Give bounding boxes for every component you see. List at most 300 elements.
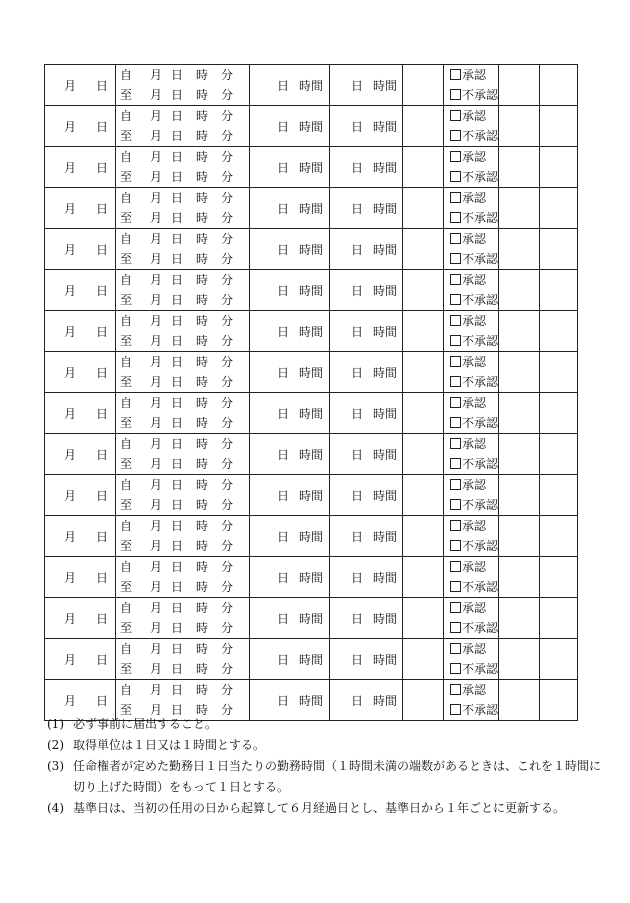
approval-cell [444, 147, 499, 188]
checkbox-approve[interactable] [450, 520, 461, 531]
approve-option[interactable] [444, 557, 498, 577]
duration-cell-2[interactable] [330, 311, 403, 352]
from-day-label: 日 [171, 314, 184, 328]
approve-option[interactable] [444, 352, 498, 372]
period-to-line[interactable] [116, 208, 249, 228]
from-day-label: 日 [171, 273, 184, 287]
note-text: 取得単位は１日又は１時間とする。 [73, 738, 266, 752]
checkbox-approve[interactable] [450, 274, 461, 285]
blank-cell[interactable] [499, 598, 540, 639]
duration-cell-2[interactable] [330, 598, 403, 639]
blank-cell[interactable] [499, 352, 540, 393]
from-prefix: 自 [120, 68, 133, 82]
note-text: 必ず事前に届出すること。 [73, 717, 218, 731]
checkbox-approve[interactable] [450, 602, 461, 613]
duration-day-label: 日 [277, 119, 290, 134]
from-hour-label: 時 [196, 355, 209, 369]
duration-2-day-label: 日 [351, 488, 364, 503]
period-to-line[interactable] [116, 167, 249, 187]
blank-cell[interactable] [540, 557, 578, 598]
period-to-line[interactable] [116, 290, 249, 310]
checkbox-approve[interactable] [450, 192, 461, 203]
duration-2-day-label: 日 [351, 447, 364, 462]
to-day-label: 日 [171, 88, 184, 102]
duration-cell-2[interactable] [330, 393, 403, 434]
reject-label: 不承認 [462, 416, 499, 430]
blank-cell[interactable] [403, 557, 444, 598]
blank-cell[interactable] [403, 393, 444, 434]
reject-option[interactable] [444, 659, 498, 679]
period-to-line[interactable] [116, 536, 249, 556]
from-prefix: 自 [120, 314, 133, 328]
checkbox-approve[interactable] [450, 151, 461, 162]
to-prefix: 至 [120, 170, 133, 184]
approve-label: 承認 [462, 109, 487, 123]
duration-cell-2[interactable] [330, 557, 403, 598]
checkbox-approve[interactable] [450, 643, 461, 654]
approve-label: 承認 [462, 396, 487, 410]
from-prefix: 自 [120, 150, 133, 164]
period-cell[interactable] [116, 516, 250, 557]
blank-cell[interactable] [540, 434, 578, 475]
reject-option[interactable] [444, 618, 498, 638]
blank-cell[interactable] [499, 639, 540, 680]
period-cell[interactable] [116, 639, 250, 680]
blank-cell[interactable] [403, 229, 444, 270]
from-hour-label: 時 [196, 68, 209, 82]
approve-label: 承認 [462, 642, 487, 656]
date-month-label: 月 [64, 365, 77, 380]
duration-day-label: 日 [277, 283, 290, 298]
period-from-line[interactable] [116, 311, 249, 331]
from-minute-label: 分 [221, 601, 234, 615]
from-day-label: 日 [171, 150, 184, 164]
duration-cell-2[interactable] [330, 516, 403, 557]
period-to-line[interactable] [116, 413, 249, 433]
reject-label: 不承認 [462, 621, 499, 635]
to-hour-label: 時 [196, 375, 209, 389]
period-from-line[interactable] [116, 229, 249, 249]
period-from-line[interactable] [116, 598, 249, 618]
blank-cell[interactable] [499, 270, 540, 311]
duration-cell[interactable] [250, 106, 330, 147]
checkbox-reject[interactable] [450, 212, 461, 223]
blank-cell[interactable] [499, 434, 540, 475]
duration-cell-2[interactable] [330, 188, 403, 229]
table-row [45, 106, 578, 147]
from-prefix: 自 [120, 601, 133, 615]
period-to-line[interactable] [116, 85, 249, 105]
reject-label: 不承認 [462, 662, 499, 676]
duration-cell-2[interactable] [330, 475, 403, 516]
reject-label: 不承認 [462, 211, 499, 225]
table-row [45, 352, 578, 393]
duration-cell[interactable] [250, 311, 330, 352]
to-minute-label: 分 [221, 539, 234, 553]
from-minute-label: 分 [221, 437, 234, 451]
approve-option[interactable] [444, 639, 498, 659]
blank-cell[interactable] [403, 188, 444, 229]
period-to-line[interactable] [116, 372, 249, 392]
blank-cell[interactable] [540, 270, 578, 311]
reject-option[interactable] [444, 413, 498, 433]
from-minute-label: 分 [221, 273, 234, 287]
period-to-line[interactable] [116, 659, 249, 679]
checkbox-reject[interactable] [450, 581, 461, 592]
approve-label: 承認 [462, 519, 487, 533]
approval-cell [444, 516, 499, 557]
checkbox-reject[interactable] [450, 376, 461, 387]
from-month-label: 月 [150, 150, 163, 164]
blank-cell[interactable] [403, 475, 444, 516]
to-day-label: 日 [171, 621, 184, 635]
to-month-label: 月 [150, 293, 163, 307]
checkbox-approve[interactable] [450, 561, 461, 572]
blank-cell[interactable] [499, 147, 540, 188]
period-cell[interactable] [116, 147, 250, 188]
period-from-line[interactable] [116, 475, 249, 495]
approve-option[interactable] [444, 393, 498, 413]
approve-label: 承認 [462, 683, 487, 697]
blank-cell[interactable] [403, 598, 444, 639]
duration-cell-2[interactable] [330, 270, 403, 311]
checkbox-approve[interactable] [450, 397, 461, 408]
note-number: (2) [47, 738, 64, 752]
period-from-line[interactable] [116, 352, 249, 372]
blank-cell[interactable] [540, 311, 578, 352]
approve-option[interactable] [444, 680, 498, 700]
reject-label: 不承認 [462, 252, 499, 266]
period-cell[interactable] [116, 557, 250, 598]
period-cell[interactable] [116, 106, 250, 147]
from-day-label: 日 [171, 191, 184, 205]
request-date-cell[interactable] [45, 393, 116, 434]
blank-cell[interactable] [403, 639, 444, 680]
request-date-cell[interactable] [45, 188, 116, 229]
duration-cell-2[interactable] [330, 639, 403, 680]
to-prefix: 至 [120, 662, 133, 676]
date-month-label: 月 [64, 693, 77, 708]
duration-hours-label: 時間 [299, 652, 324, 667]
approval-cell [444, 598, 499, 639]
period-to-line[interactable] [116, 249, 249, 269]
table-row [45, 188, 578, 229]
duration-hours-label: 時間 [299, 242, 324, 257]
approval-cell [444, 475, 499, 516]
date-day-label: 日 [96, 611, 109, 626]
duration-cell[interactable] [250, 229, 330, 270]
approve-option[interactable] [444, 434, 498, 454]
period-cell[interactable] [116, 475, 250, 516]
request-date-cell[interactable] [45, 311, 116, 352]
duration-cell[interactable] [250, 475, 330, 516]
date-day-label: 日 [96, 406, 109, 421]
period-to-line[interactable] [116, 454, 249, 474]
to-day-label: 日 [171, 457, 184, 471]
period-cell[interactable] [116, 393, 250, 434]
blank-cell[interactable] [403, 516, 444, 557]
period-from-line[interactable] [116, 639, 249, 659]
duration-cell-2[interactable] [330, 434, 403, 475]
checkbox-approve[interactable] [450, 110, 461, 121]
duration-cell[interactable] [250, 147, 330, 188]
duration-2-hours-label: 時間 [373, 570, 398, 585]
duration-cell-2[interactable] [330, 106, 403, 147]
period-cell[interactable] [116, 311, 250, 352]
reject-option[interactable] [444, 85, 498, 105]
blank-cell[interactable] [499, 475, 540, 516]
reject-label: 不承認 [462, 88, 499, 102]
blank-cell[interactable] [403, 106, 444, 147]
to-minute-label: 分 [221, 293, 234, 307]
period-to-line[interactable] [116, 577, 249, 597]
duration-cell[interactable] [250, 639, 330, 680]
duration-hours-label: 時間 [299, 201, 324, 216]
blank-cell[interactable] [499, 557, 540, 598]
blank-cell[interactable] [499, 393, 540, 434]
period-to-line[interactable] [116, 331, 249, 351]
blank-cell[interactable] [499, 229, 540, 270]
approve-option[interactable] [444, 516, 498, 536]
period-to-line[interactable] [116, 126, 249, 146]
period-cell[interactable] [116, 65, 250, 106]
period-cell[interactable] [116, 229, 250, 270]
blank-cell[interactable] [499, 311, 540, 352]
from-prefix: 自 [120, 683, 133, 697]
to-minute-label: 分 [221, 170, 234, 184]
blank-cell[interactable] [540, 352, 578, 393]
approve-option[interactable] [444, 598, 498, 618]
reject-option[interactable] [444, 331, 498, 351]
request-date-cell[interactable] [45, 352, 116, 393]
period-cell[interactable] [116, 352, 250, 393]
approve-option[interactable] [444, 311, 498, 331]
request-date-cell[interactable] [45, 516, 116, 557]
request-date-cell[interactable] [45, 598, 116, 639]
blank-cell[interactable] [403, 65, 444, 106]
date-day-label: 日 [96, 570, 109, 585]
duration-cell[interactable] [250, 270, 330, 311]
checkbox-reject[interactable] [450, 499, 461, 510]
blank-cell[interactable] [540, 65, 578, 106]
checkbox-approve[interactable] [450, 438, 461, 449]
checkbox-approve[interactable] [450, 479, 461, 490]
duration-day-label: 日 [277, 78, 290, 93]
blank-cell[interactable] [540, 516, 578, 557]
note-number: (1) [47, 717, 64, 731]
approve-option[interactable] [444, 270, 498, 290]
from-month-label: 月 [150, 191, 163, 205]
checkbox-reject[interactable] [450, 540, 461, 551]
blank-cell[interactable] [499, 188, 540, 229]
period-to-line[interactable] [116, 495, 249, 515]
period-from-line[interactable] [116, 434, 249, 454]
blank-cell[interactable] [540, 147, 578, 188]
blank-cell[interactable] [540, 639, 578, 680]
period-from-line[interactable] [116, 393, 249, 413]
blank-cell[interactable] [540, 475, 578, 516]
blank-cell[interactable] [403, 311, 444, 352]
request-date-cell[interactable] [45, 65, 116, 106]
period-from-line[interactable] [116, 270, 249, 290]
blank-cell[interactable] [403, 147, 444, 188]
date-month-label: 月 [64, 324, 77, 339]
table-row [45, 311, 578, 352]
duration-hours-label: 時間 [299, 78, 324, 93]
from-minute-label: 分 [221, 519, 234, 533]
duration-cell[interactable] [250, 434, 330, 475]
checkbox-reject[interactable] [450, 663, 461, 674]
period-cell[interactable] [116, 188, 250, 229]
to-day-label: 日 [171, 703, 184, 717]
to-minute-label: 分 [221, 375, 234, 389]
checkbox-reject[interactable] [450, 622, 461, 633]
table-row [45, 598, 578, 639]
to-month-label: 月 [150, 580, 163, 594]
to-month-label: 月 [150, 457, 163, 471]
duration-cell[interactable] [250, 393, 330, 434]
duration-day-label: 日 [277, 652, 290, 667]
period-from-line[interactable] [116, 680, 249, 700]
blank-cell[interactable] [499, 65, 540, 106]
duration-2-hours-label: 時間 [373, 242, 398, 257]
blank-cell[interactable] [540, 229, 578, 270]
reject-option[interactable] [444, 372, 498, 392]
duration-hours-label: 時間 [299, 611, 324, 626]
date-month-label: 月 [64, 488, 77, 503]
period-from-line[interactable] [116, 147, 249, 167]
period-to-line[interactable] [116, 618, 249, 638]
blank-cell[interactable] [403, 434, 444, 475]
duration-cell[interactable] [250, 598, 330, 639]
request-date-cell[interactable] [45, 229, 116, 270]
to-month-label: 月 [150, 211, 163, 225]
reject-option[interactable] [444, 536, 498, 556]
period-from-line[interactable] [116, 106, 249, 126]
date-day-label: 日 [96, 242, 109, 257]
approve-option[interactable] [444, 65, 498, 85]
from-month-label: 月 [150, 314, 163, 328]
reject-option[interactable] [444, 454, 498, 474]
to-prefix: 至 [120, 375, 133, 389]
checkbox-approve[interactable] [450, 233, 461, 244]
reject-option[interactable] [444, 577, 498, 597]
checkbox-approve[interactable] [450, 356, 461, 367]
approve-label: 承認 [462, 355, 487, 369]
note-item [47, 756, 607, 798]
checkbox-reject[interactable] [450, 171, 461, 182]
period-from-line[interactable] [116, 65, 249, 85]
duration-day-label: 日 [277, 365, 290, 380]
request-date-cell[interactable] [45, 557, 116, 598]
approve-option[interactable] [444, 475, 498, 495]
blank-cell[interactable] [540, 188, 578, 229]
reject-option[interactable] [444, 290, 498, 310]
period-from-line[interactable] [116, 557, 249, 577]
duration-cell-2[interactable] [330, 147, 403, 188]
approve-option[interactable] [444, 147, 498, 167]
period-from-line[interactable] [116, 188, 249, 208]
from-hour-label: 時 [196, 109, 209, 123]
reject-option[interactable] [444, 126, 498, 146]
request-date-cell[interactable] [45, 270, 116, 311]
approval-cell [444, 188, 499, 229]
from-hour-label: 時 [196, 601, 209, 615]
checkbox-approve[interactable] [450, 684, 461, 695]
duration-cell-2[interactable] [330, 352, 403, 393]
period-from-line[interactable] [116, 516, 249, 536]
reject-option[interactable] [444, 249, 498, 269]
checkbox-reject[interactable] [450, 458, 461, 469]
date-month-label: 月 [64, 652, 77, 667]
from-hour-label: 時 [196, 437, 209, 451]
approval-cell [444, 639, 499, 680]
checkbox-reject[interactable] [450, 130, 461, 141]
duration-cell[interactable] [250, 516, 330, 557]
approve-option[interactable] [444, 188, 498, 208]
date-month-label: 月 [64, 611, 77, 626]
duration-hours-label: 時間 [299, 365, 324, 380]
from-month-label: 月 [150, 355, 163, 369]
blank-cell[interactable] [403, 352, 444, 393]
blank-cell[interactable] [499, 106, 540, 147]
table-row [45, 557, 578, 598]
duration-2-hours-label: 時間 [373, 78, 398, 93]
duration-2-day-label: 日 [351, 693, 364, 708]
reject-option[interactable] [444, 208, 498, 228]
to-month-label: 月 [150, 88, 163, 102]
request-date-cell[interactable] [45, 434, 116, 475]
approve-option[interactable] [444, 229, 498, 249]
request-date-cell[interactable] [45, 106, 116, 147]
checkbox-reject[interactable] [450, 253, 461, 264]
reject-option[interactable] [444, 167, 498, 187]
blank-cell[interactable] [540, 393, 578, 434]
duration-cell-2[interactable] [330, 229, 403, 270]
checkbox-reject[interactable] [450, 335, 461, 346]
period-cell[interactable] [116, 434, 250, 475]
duration-cell-2[interactable] [330, 65, 403, 106]
reject-label: 不承認 [462, 703, 499, 717]
blank-cell[interactable] [540, 106, 578, 147]
approve-label: 承認 [462, 68, 487, 82]
request-date-cell[interactable] [45, 147, 116, 188]
blank-cell[interactable] [403, 270, 444, 311]
duration-hours-label: 時間 [299, 693, 324, 708]
approve-option[interactable] [444, 106, 498, 126]
request-date-cell[interactable] [45, 475, 116, 516]
blank-cell[interactable] [540, 598, 578, 639]
duration-cell[interactable] [250, 65, 330, 106]
checkbox-reject[interactable] [450, 294, 461, 305]
request-date-cell[interactable] [45, 639, 116, 680]
reject-option[interactable] [444, 495, 498, 515]
checkbox-reject[interactable] [450, 417, 461, 428]
to-hour-label: 時 [196, 170, 209, 184]
period-cell[interactable] [116, 270, 250, 311]
to-minute-label: 分 [221, 252, 234, 266]
checkbox-approve[interactable] [450, 69, 461, 80]
duration-cell[interactable] [250, 188, 330, 229]
checkbox-approve[interactable] [450, 315, 461, 326]
duration-cell[interactable] [250, 557, 330, 598]
duration-cell[interactable] [250, 352, 330, 393]
blank-cell[interactable] [499, 516, 540, 557]
checkbox-reject[interactable] [450, 89, 461, 100]
from-prefix: 自 [120, 273, 133, 287]
to-minute-label: 分 [221, 334, 234, 348]
period-cell[interactable] [116, 598, 250, 639]
